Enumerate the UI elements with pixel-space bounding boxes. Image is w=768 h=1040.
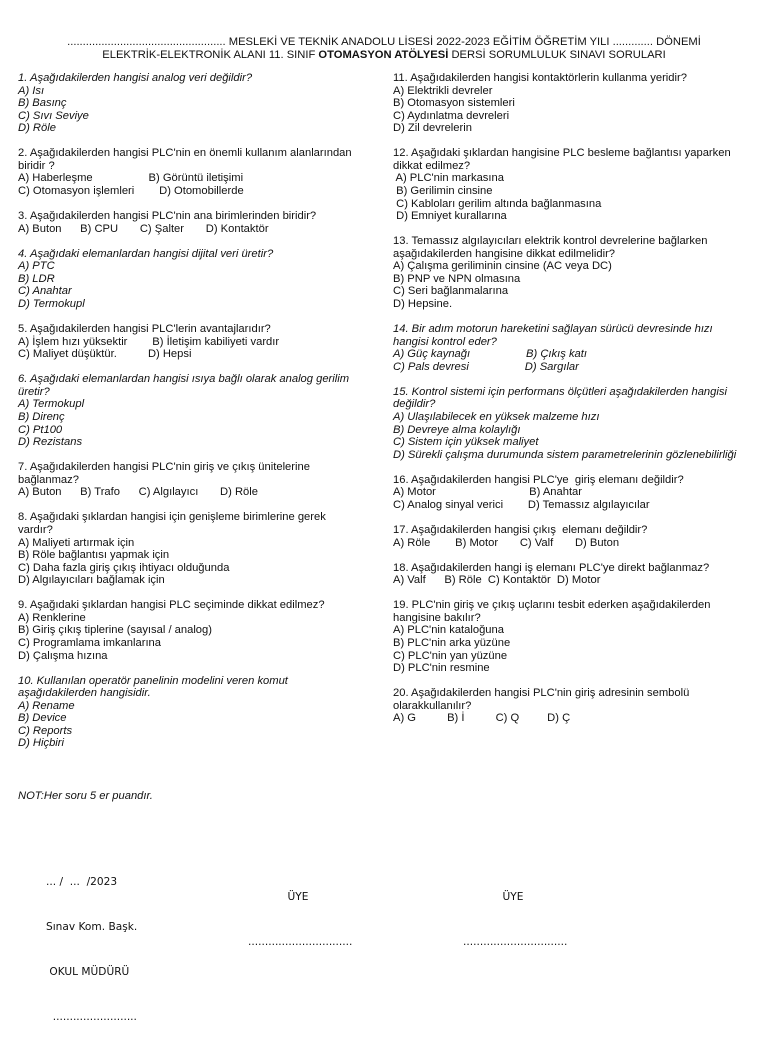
question-line: D) Hepsine.	[393, 297, 453, 310]
question-block	[393, 72, 765, 135]
question-line: B) Röle bağlantısı yapmak için	[18, 549, 170, 562]
question-text: 5. Aşağıdakilerden hangisi PLC'lerin avantajlarıdır?	[18, 323, 271, 336]
question-text: 2. Aşağıdakilerden hangisi PLC'nin en önemli kullanım alanlarından	[18, 147, 352, 160]
question-line: B) Basınç	[18, 97, 67, 110]
question-line: C) Maliyet düşüktür. D) Hepsi	[18, 348, 192, 361]
question-line: C) Sıvı Seviye	[18, 109, 89, 122]
question-line: B) PNP ve NPN olmasına	[393, 272, 521, 285]
question-line: A) Röle B) Motor C) Valf D) Buton	[393, 536, 620, 549]
question-line: C) Programlama imkanlarına	[18, 636, 161, 649]
question-line: C) Pt100	[18, 423, 63, 436]
question-text: 7. Aşağıdakilerden hangisi PLC'nin giriş ve çıkış ünitelerine	[18, 461, 310, 474]
question-line: A) Motor B) Anahtar	[393, 486, 583, 499]
question-text: 13. Temassız algılayıcıları elektrik kontrol devrelerine bağlarken	[393, 235, 708, 248]
question-line: B) Giriş çıkış tiplerine (sayısal / analog)	[18, 624, 212, 637]
question-line: B) Direnç	[18, 411, 65, 423]
exam-header-line1: ................................................... MESLEKİ VE TEKNİK ANADOLU LİSESİ 2022-2023 EĞİTİM ÖĞRETİM YILI ............. DÖNEMİ	[67, 36, 701, 48]
question-block	[18, 599, 374, 662]
question-line: A) İşlem hızı yüksektir B) İletişim kabiliyeti vardır	[18, 335, 280, 348]
question-line: C) Analog sinyal verici D) Temassız algılayıcılar	[393, 498, 650, 511]
question-line: C) Pals devresi D) Sargılar	[393, 360, 579, 373]
signature-date: ... / ... /2023	[46, 876, 118, 888]
question-line: A) Maliyeti artırmak için	[18, 536, 135, 549]
question-line: C) Anahtar	[18, 285, 72, 298]
question-block	[18, 675, 374, 750]
question-line: hangisine bakılır?	[393, 611, 481, 624]
signature-member-2	[463, 860, 568, 965]
question-line: A) G B) İ C) Q D) Ç	[393, 712, 571, 725]
question-line: A) Ulaşılabilecek en yüksek malzeme hızı	[393, 410, 600, 423]
question-block	[18, 147, 374, 197]
header-line2-suffix: DERSİ SORUMLULUK SINAVI SORULARI	[448, 49, 666, 61]
question-line: A) Buton B) Trafo C) Algılayıcı D) Röle	[18, 486, 258, 499]
question-line: A) Valf B) Röle C) Kontaktör D) Motor	[393, 574, 601, 587]
question-text: 8. Aşağıdaki şıklardan hangisi için genişleme birimlerine gerek	[18, 511, 326, 524]
question-line: C) Kabloları gerilim altında bağlanmasına	[393, 197, 602, 210]
question-line: C) Reports	[18, 724, 73, 737]
question-block	[18, 373, 374, 448]
question-line: A) Termokupl	[18, 398, 85, 411]
question-block	[18, 72, 374, 135]
question-line: C) Sistem için yüksek maliyet	[393, 436, 539, 449]
question-line: D) Termokupl	[18, 297, 85, 310]
question-line: B) Device	[18, 712, 67, 725]
signature-title-2: OKUL MÜDÜRÜ	[46, 966, 130, 978]
scoring-note: NOT:Her soru 5 er puandır.	[18, 790, 153, 802]
question-line: dikkat edilmez?	[393, 159, 471, 172]
question-block	[393, 524, 765, 549]
question-line: vardır?	[18, 524, 53, 537]
question-line: C) Otomasyon işlemleri D) Otomobillerde	[18, 184, 244, 197]
question-line: aşağıdakilerden hangisidir.	[18, 687, 151, 700]
question-line: A) PTC	[18, 260, 55, 273]
signature-member-1	[248, 860, 353, 965]
question-line: aşağıdakilerden hangisine dikkat edilmelidir?	[393, 247, 616, 260]
question-block	[18, 248, 374, 311]
question-line: C) Seri bağlanmalarına	[393, 285, 509, 298]
course-name: OTOMASYON ATÖLYESİ	[318, 49, 449, 61]
question-text: 10. Kullanılan operatör panelinin modelini veren komut	[18, 674, 288, 687]
question-block	[393, 147, 765, 222]
question-line: A) Elektrikli devreler	[393, 84, 493, 97]
question-line: A) PLC'nin markasına	[393, 172, 504, 185]
left-question-column	[18, 72, 374, 750]
question-line: C) Daha fazla giriş çıkış ihtiyacı olduğunda	[18, 561, 230, 574]
header-line2-prefix: ELEKTRİK-ELEKTRONİK ALANI 11. SINIF	[102, 49, 319, 61]
question-line: A) Rename	[18, 699, 75, 712]
question-block	[393, 474, 765, 512]
question-text: 15. Kontrol sistemi için performans ölçütleri aşağıdakilerden hangisi	[393, 385, 727, 398]
question-line: C) PLC'nin yan yüzüne	[393, 649, 508, 662]
question-line: değildir?	[393, 398, 436, 411]
question-text: 17. Aşağıdakilerden hangisi çıkış elemanı değildir?	[393, 523, 648, 536]
question-line: A) Renklerine	[18, 611, 86, 624]
question-line: D) Zil devrelerin	[393, 122, 472, 135]
question-text: 9. Aşağıdaki şıklardan hangisi PLC seçiminde dikkat edilmez?	[18, 599, 325, 612]
question-line: B) Gerilimin cinsine	[393, 184, 493, 197]
question-text: 3. Aşağıdakilerden hangisi PLC'nin ana birimlerinden biridir?	[18, 210, 317, 223]
question-line: C) Aydınlatma devreleri	[393, 109, 510, 122]
question-line: A) Buton B) CPU C) Şalter D) Kontaktör	[18, 222, 269, 235]
question-text: 6. Aşağıdaki elemanlardan hangisi ısıya bağlı olarak analog gerilim	[18, 373, 350, 386]
question-text: 18. Aşağıdakilerden hangi iş elemanı PLC'ye direkt bağlanmaz?	[393, 561, 710, 574]
member-label: ÜYE	[287, 891, 309, 903]
question-text: 1. Aşağıdakilerden hangisi analog veri değildir?	[18, 72, 253, 84]
question-line: B) Devreye alma kolaylığı	[393, 423, 521, 436]
question-text: 19. PLC'nin giriş ve çıkış uçlarını tesbit ederken aşağıdakilerden	[393, 599, 711, 612]
question-line: bağlanmaz?	[18, 473, 79, 486]
question-block	[393, 386, 765, 461]
question-line: D) PLC'nin resmine	[393, 662, 490, 675]
question-text: 20. Aşağıdakilerden hangisi PLC'nin giriş adresinin sembolü	[393, 687, 690, 700]
question-block	[393, 235, 765, 310]
question-line: A) PLC'nin kataloğuna	[393, 624, 504, 637]
question-line: A) Haberleşme B) Görüntü iletişimi	[18, 172, 244, 185]
question-text: 12. Aşağıdaki şıklardan hangisine PLC besleme bağlantısı yaparken	[393, 147, 731, 160]
question-line: B) LDR	[18, 272, 55, 285]
question-block	[18, 511, 374, 586]
question-text: 14. Bir adım motorun hareketini sağlayan sürücü devresinde hızı	[393, 323, 713, 336]
question-line: D) Algılayıcıları bağlamak için	[18, 574, 165, 587]
question-block	[393, 323, 765, 373]
question-line: hangisi kontrol eder?	[393, 335, 497, 348]
question-line: A) Çalışma geriliminin cinsine (AC veya DC)	[393, 260, 612, 273]
question-line: D) Çalışma hızına	[18, 649, 108, 662]
exam-header-line2	[0, 49, 768, 62]
question-line: A) Güç kaynağı B) Çıkış katı	[393, 348, 587, 361]
question-line: D) Sürekli çalışma durumunda sistem parametrelerinin gözlenebilirliği	[393, 448, 737, 461]
right-question-column	[393, 72, 765, 725]
question-block	[18, 210, 374, 235]
question-block	[393, 562, 765, 587]
question-text: 11. Aşağıdakilerden hangisi kontaktörlerin kullanma yeridir?	[393, 72, 687, 84]
question-block	[18, 323, 374, 361]
question-line: üretir?	[18, 385, 50, 398]
question-block	[18, 461, 374, 499]
question-block	[393, 687, 765, 725]
signature-left	[46, 845, 137, 1040]
question-line: D) Rezistans	[18, 436, 83, 449]
signature-title-1: Sınav Kom. Başk.	[46, 921, 138, 933]
question-line: D) Emniyet kurallarına	[393, 210, 507, 223]
question-line: B) Otomasyon sistemleri	[393, 97, 515, 110]
question-text: 4. Aşağıdaki elemanlardan hangisi dijital veri üretir?	[18, 247, 274, 260]
question-block	[393, 599, 765, 674]
question-line: D) Röle	[18, 122, 56, 135]
signature-dots: .........................	[46, 1011, 137, 1023]
question-line: biridir ?	[18, 159, 55, 172]
question-line: olarakkullanılır?	[393, 699, 472, 712]
question-line: A) Isı	[18, 84, 45, 97]
question-line: D) Hiçbiri	[18, 737, 64, 750]
question-line: B) PLC'nin arka yüzüne	[393, 636, 511, 649]
question-text: 16. Aşağıdakilerden hangisi PLC'ye giriş elemanı değildir?	[393, 473, 684, 486]
member-label: ÜYE	[502, 891, 524, 903]
member-dots: ...............................	[248, 936, 353, 948]
member-dots: ...............................	[463, 936, 568, 948]
